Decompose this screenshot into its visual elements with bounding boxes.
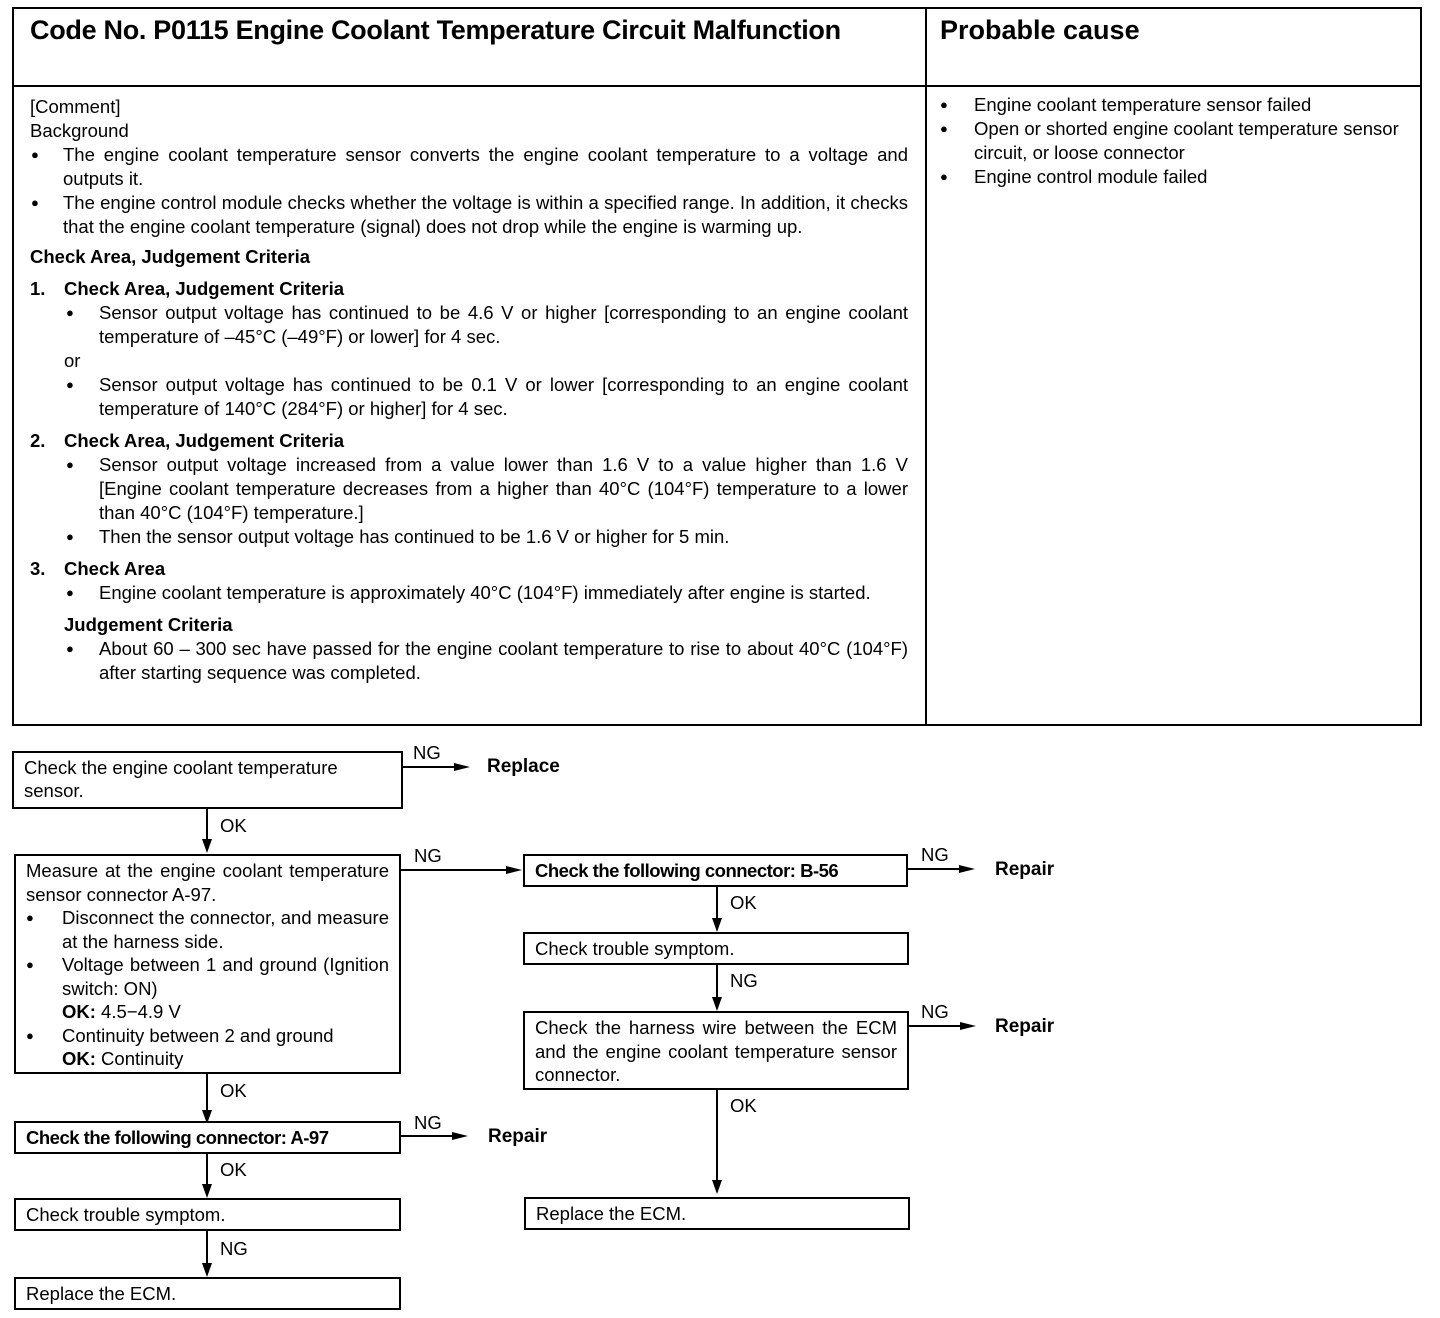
- probable-cause-item: ● Engine coolant temperature sensor failed: [940, 93, 1405, 117]
- section-2-bullet: ● Sensor output voltage increased from a value lower than 1.6 V to a value higher than 1.6 V [Engine coolant temperature decreases from a higher than 40°C (104°F) temperature to a lower than 40°C (104°F) temperature.]: [30, 453, 908, 525]
- section-1-heading: 1. Check Area, Judgement Criteria: [30, 278, 344, 299]
- comment-label: [Comment]: [30, 96, 121, 117]
- ng-connector-line: [401, 1135, 453, 1137]
- arrow-down-icon: [202, 839, 212, 853]
- probable-cause-item: ● Open or shorted engine coolant temperature sensor circuit, or loose connector: [940, 117, 1405, 165]
- section-number: 1.: [30, 278, 46, 299]
- result-replace: Replace: [487, 756, 560, 777]
- section-1-bullet: ● Sensor output voltage has continued to be 0.1 V or lower [corresponding to an engine coolant temperature of 140°C (284°F) or higher] for 4 sec.: [30, 373, 908, 421]
- section-number: 2.: [30, 430, 46, 451]
- section-number: 3.: [30, 558, 46, 579]
- ng-label: NG: [220, 1238, 248, 1259]
- ok-label: OK: [220, 815, 247, 836]
- or-separator: or: [64, 350, 81, 371]
- ok-label: OK: [730, 892, 757, 913]
- ok-label: OK: [220, 1080, 247, 1101]
- ok-connector-line: [716, 1090, 718, 1186]
- step-harness-check: Check the harness wire between the ECM and the engine coolant temperature sensor connector.: [523, 1011, 909, 1090]
- section-1-bullet: ● Sensor output voltage has continued to be 4.6 V or higher [corresponding to an engine coolant temperature of –45°C (–49°F) or lower] for 4 sec.: [30, 301, 908, 349]
- step-check-trouble-symptom-right: Check trouble symptom.: [523, 932, 909, 965]
- ok-label: OK: [730, 1095, 757, 1116]
- step-check-sensor: Check the engine coolant temperature sensor.: [12, 751, 403, 809]
- probable-cause-title: Probable cause: [940, 15, 1140, 45]
- arrow-down-icon: [712, 997, 722, 1011]
- ng-connector-line: [909, 1025, 961, 1027]
- step-replace-ecm-left: Replace the ECM.: [14, 1277, 401, 1310]
- arrow-down-icon: [712, 1180, 722, 1194]
- arrow-right-icon: [959, 865, 975, 873]
- measure-voltage-bullet: ● Voltage between 1 and ground (Ignition switch: ON) OK: 4.5−4.9 V: [26, 953, 389, 1024]
- section-2-bullet: ● Then the sensor output voltage has continued to be 1.6 V or higher for 5 min.: [30, 525, 908, 549]
- result-repair: Repair: [995, 859, 1055, 880]
- probable-cause-item: ● Engine control module failed: [940, 165, 1405, 189]
- step-connector-b56: Check the following connector: B-56: [523, 854, 908, 887]
- section-3-bullet: ● Engine coolant temperature is approximately 40°C (104°F) immediately after engine is started.: [30, 581, 908, 605]
- arrow-down-icon: [202, 1184, 212, 1198]
- probable-cause-list: [940, 93, 1405, 189]
- ng-label: NG: [921, 1001, 949, 1022]
- section-2-heading: 2. Check Area, Judgement Criteria: [30, 430, 344, 451]
- column-divider: [925, 7, 927, 726]
- section-3-heading: 3. Check Area: [30, 558, 166, 579]
- ng-connector-line: [401, 869, 507, 871]
- page-title: Code No. P0115 Engine Coolant Temperature Circuit Malfunction: [30, 15, 841, 45]
- arrow-down-icon: [712, 918, 722, 932]
- ng-label: NG: [921, 844, 949, 865]
- ng-label: NG: [413, 742, 441, 763]
- measure-continuity-bullet: ● Continuity between 2 and ground OK: Continuity: [26, 1024, 389, 1071]
- background-label: Background: [30, 120, 129, 141]
- step-replace-ecm-right: Replace the ECM.: [524, 1197, 910, 1230]
- background-bullet: ● The engine control module checks whether the voltage is within a specified range. In addition, it checks that the engine coolant temperature (signal) does not drop while the engine is warming up.: [30, 191, 908, 239]
- judgement-criteria-heading: Judgement Criteria: [64, 614, 233, 635]
- step-connector-a97: Check the following connector: A-97: [14, 1121, 401, 1154]
- arrow-right-icon: [506, 866, 522, 874]
- section-3-sub-bullet: ● About 60 – 300 sec have passed for the engine coolant temperature to rise to about 40°C (104°F) after starting sequence was completed.: [30, 637, 908, 685]
- ng-connector-line: [403, 766, 455, 768]
- result-repair: Repair: [488, 1126, 548, 1147]
- header-divider: [12, 85, 1422, 87]
- step-measure-connector: Measure at the engine coolant temperature sensor connector A-97. ● Disconnect the connector, and measure at the harness side. ● Voltage between 1 and ground (Ignition switch: ON) OK: 4.5−4.9 V ● Continuity between 2 and ground OK: Continuity: [14, 854, 401, 1074]
- arrow-right-icon: [960, 1022, 976, 1030]
- ng-label: NG: [730, 970, 758, 991]
- ng-label: NG: [414, 1112, 442, 1133]
- ng-label: NG: [414, 845, 442, 866]
- comment-section: [30, 95, 908, 685]
- arrow-down-icon: [202, 1263, 212, 1277]
- arrow-right-icon: [454, 763, 470, 771]
- check-area-heading: Check Area, Judgement Criteria: [30, 246, 310, 267]
- step-check-trouble-symptom-left: Check trouble symptom.: [14, 1198, 401, 1231]
- ng-connector-line: [908, 868, 960, 870]
- background-bullet: ● The engine coolant temperature sensor converts the engine coolant temperature to a voltage and outputs it.: [30, 143, 908, 191]
- ok-label: OK: [220, 1159, 247, 1180]
- result-repair: Repair: [995, 1016, 1055, 1037]
- arrow-right-icon: [452, 1132, 468, 1140]
